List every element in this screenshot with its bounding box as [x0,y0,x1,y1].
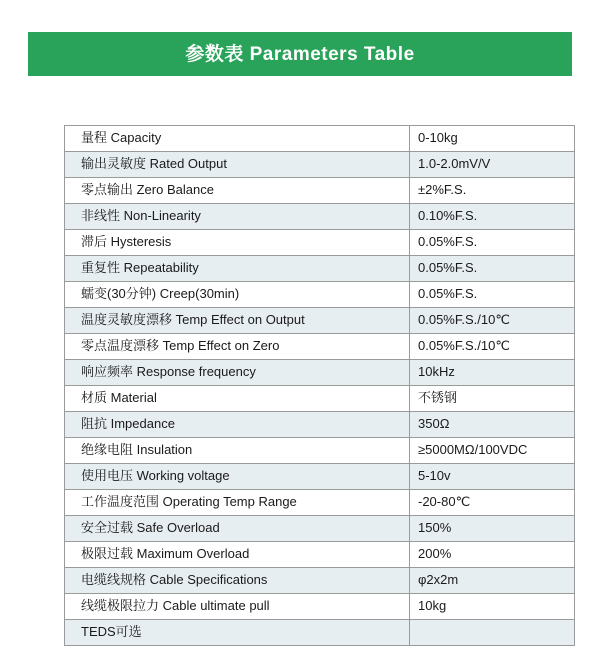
parameter-value: 0.10%F.S. [418,208,478,224]
parameter-label: 材质 Material [81,390,157,406]
table-row [65,438,575,464]
parameter-label-cell [65,282,410,308]
parameter-label: 量程 Capacity [81,130,162,146]
parameter-label: 工作温度范围 Operating Temp Range [81,494,297,510]
parameter-label-cell [65,594,410,620]
parameter-label-cell [65,490,410,516]
parameter-label: 温度灵敏度漂移 Temp Effect on Output [81,312,305,328]
parameter-value: 0.05%F.S./10℃ [418,338,510,354]
parameter-label: 安全过载 Safe Overload [81,520,220,536]
parameter-value-cell [410,412,575,438]
table-row [65,230,575,256]
parameter-value-cell [410,464,575,490]
parameter-label: 阻抗 Impedance [81,416,175,432]
parameter-value: 不锈钢 [418,390,458,406]
parameter-value-cell [410,542,575,568]
parameter-value-cell [410,126,575,152]
page-title: 参数表 Parameters Table [185,43,415,65]
parameter-label: 滞后 Hysteresis [81,234,172,250]
parameter-value-cell [410,360,575,386]
parameters-table-body [65,126,575,646]
parameter-label-cell [65,360,410,386]
parameter-value-cell [410,438,575,464]
parameter-value-cell [410,620,575,646]
parameter-label: 零点输出 Zero Balance [81,182,214,198]
parameter-value: ±2%F.S. [418,182,467,198]
parameter-label: 零点温度漂移 Temp Effect on Zero [81,338,280,354]
table-row [65,334,575,360]
table-row [65,126,575,152]
parameter-label: 响应频率 Response frequency [81,364,256,380]
parameter-label: 非线性 Non-Linearity [81,208,201,224]
table-row [65,386,575,412]
table-row [65,594,575,620]
parameter-label-cell [65,178,410,204]
parameter-value: 350Ω [418,416,450,432]
parameter-label-cell [65,334,410,360]
parameter-value-cell [410,568,575,594]
parameter-label-cell [65,204,410,230]
table-row [65,204,575,230]
parameter-label: 使用电压 Working voltage [81,468,230,484]
parameter-value: 0.05%F.S. [418,286,478,302]
table-row [65,490,575,516]
parameter-value-cell [410,178,575,204]
parameter-value: 1.0-2.0mV/V [418,156,491,172]
parameter-label-cell [65,464,410,490]
parameter-value: 0.05%F.S. [418,260,478,276]
table-row [65,152,575,178]
parameter-label-cell [65,542,410,568]
parameter-value-cell [410,152,575,178]
parameter-value: 10kg [418,598,447,614]
parameter-label: 绝缘电阻 Insulation [81,442,193,458]
parameter-label-cell [65,152,410,178]
parameters-table-wrapper [64,125,556,646]
parameter-value-cell [410,256,575,282]
table-row [65,308,575,334]
parameter-label-cell [65,568,410,594]
table-row [65,360,575,386]
parameter-value: 150% [418,520,452,536]
parameter-label-cell [65,412,410,438]
table-row [65,620,575,646]
parameter-label-cell [65,516,410,542]
table-row [65,256,575,282]
parameters-table [64,125,575,646]
parameter-value-cell [410,490,575,516]
parameter-value: 10kHz [418,364,455,380]
parameter-label-cell [65,126,410,152]
parameter-label-cell [65,620,410,646]
parameter-value: -20-80℃ [418,494,471,510]
parameter-label: 蠕变(30分钟) Creep(30min) [81,286,240,302]
parameter-value-cell [410,386,575,412]
parameter-value-cell [410,516,575,542]
parameter-label: 线缆极限拉力 Cable ultimate pull [81,598,270,614]
table-row [65,282,575,308]
parameter-value-cell [410,594,575,620]
page-header-bar [28,32,572,76]
parameter-value-cell [410,204,575,230]
parameter-value: ≥5000MΩ/100VDC [418,442,528,458]
parameter-label: 电缆线规格 Cable Specifications [81,572,268,588]
parameter-value-cell [410,334,575,360]
parameter-value: 0-10kg [418,130,458,146]
parameter-label-cell [65,230,410,256]
parameter-value: φ2x2m [418,572,459,588]
parameter-label: 极限过载 Maximum Overload [81,546,250,562]
parameter-label-cell [65,308,410,334]
parameter-label: TEDS可选 [81,624,142,640]
parameter-value: 0.05%F.S./10℃ [418,312,510,328]
table-row [65,568,575,594]
parameter-value-cell [410,230,575,256]
parameter-value: 200% [418,546,452,562]
table-row [65,516,575,542]
parameter-value-cell [410,308,575,334]
parameter-label-cell [65,256,410,282]
table-row [65,542,575,568]
table-row [65,412,575,438]
parameter-value: 5-10v [418,468,451,484]
parameter-label-cell [65,386,410,412]
table-row [65,178,575,204]
table-row [65,464,575,490]
parameter-value: 0.05%F.S. [418,234,478,250]
parameter-label-cell [65,438,410,464]
parameter-label: 输出灵敏度 Rated Output [81,156,227,172]
parameter-value-cell [410,282,575,308]
parameter-label: 重复性 Repeatability [81,260,199,276]
